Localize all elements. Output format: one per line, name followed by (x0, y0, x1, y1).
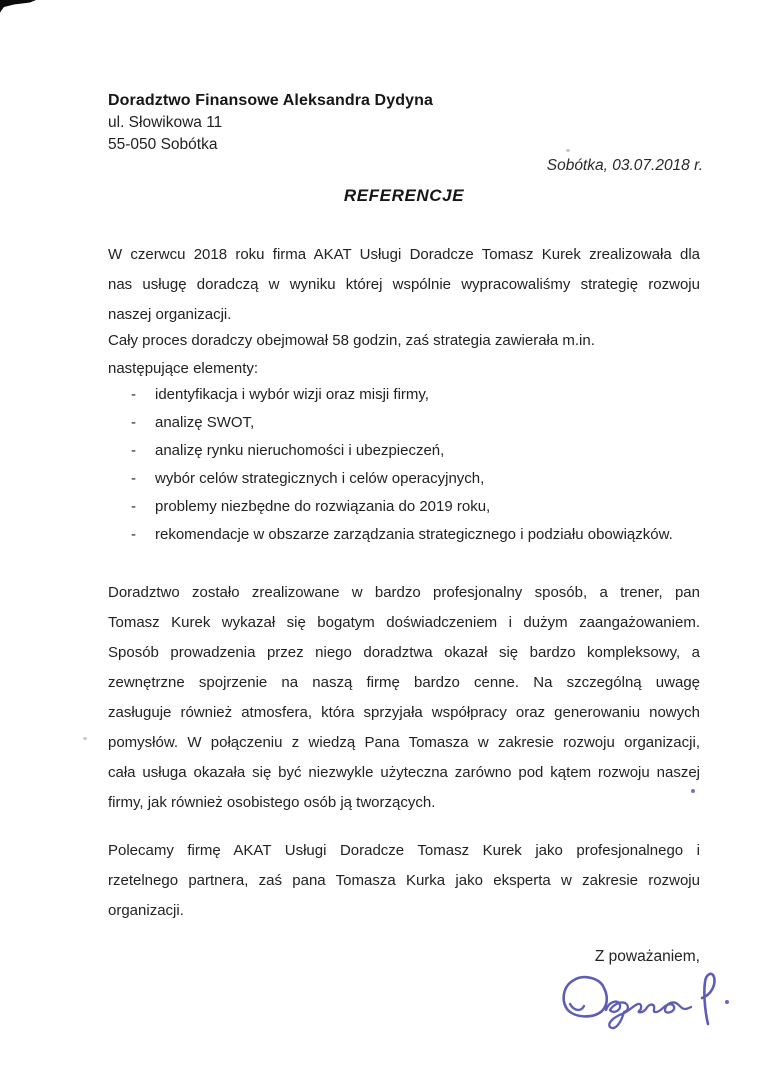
scan-speck (566, 149, 570, 152)
text-line: zewnętrzne spojrzenie na naszą firmę bardzo cenne. Na szczególną uwagę (108, 674, 700, 691)
text-line: zasługuje również atmosfera, która sprzyjała współpracy oraz generowaniu nowych (108, 704, 700, 721)
list-item (108, 521, 700, 549)
text-line: Sposób prowadzenia przez niego doradztwa okazał się bardzo kompleksowy, a (108, 644, 700, 661)
text-line: organizacji. (108, 902, 184, 919)
bullet-text: identyfikacja i wybór wizji oraz misji firmy, (155, 386, 429, 403)
text-line: rzetelnego partnera, zaś pana Tomasza Kurka jako eksperta w zakresie rozwoju (108, 872, 700, 889)
text-line: nas usługę doradczą w wyniku której wspólnie wypracowaliśmy strategię rozwoju (108, 276, 700, 293)
scan-speck (83, 737, 87, 740)
address-city: 55-050 Sobótka (108, 136, 218, 153)
bullet-text: wybór celów strategicznych i celów operacyjnych, (155, 470, 485, 487)
dateline: Sobótka, 03.07.2018 r. (546, 157, 703, 174)
list-item (108, 493, 700, 521)
scan-corner-artifact (0, 0, 70, 30)
valediction: Z poważaniem, (594, 948, 700, 965)
text-line: firmy, jak również osobistego osób ją tworzących. (108, 794, 436, 811)
strategy-elements-list (108, 381, 700, 549)
text-line: W czerwcu 2018 roku firma AKAT Usługi Doradcze Tomasz Kurek zrealizowała dla (108, 246, 700, 263)
text-line: Doradztwo zostało zrealizowane w bardzo profesjonalny sposób, a trener, pan (108, 584, 700, 601)
bullet-text: rekomendacje w obszarze zarządzania strategicznego i podziału obowiązków. (155, 526, 673, 543)
paragraph-list-intro (108, 327, 700, 383)
document-title: REFERENCJE (343, 186, 465, 205)
text-line: następujące elementy: (108, 360, 259, 377)
bullet-text: analizę SWOT, (155, 414, 255, 431)
bullet-dash: - (131, 386, 136, 403)
text-line: pomysłów. W połączeniu z wiedzą Pana Tomasza w zakresie rozwoju organizacji, (108, 734, 700, 751)
bullet-dash: - (131, 526, 136, 543)
paragraph-evaluation (108, 578, 700, 818)
pen-dot (725, 1000, 729, 1004)
address-street: ul. Słowikowa 11 (108, 114, 223, 131)
bullet-dash: - (131, 442, 136, 459)
bullet-dash: - (131, 470, 136, 487)
letterhead (108, 90, 433, 156)
list-item (108, 437, 700, 465)
text-line: Cały proces doradczy obejmował 58 godzin, zaś strategia zawierała m.in. (108, 332, 595, 349)
handwritten-signature (550, 966, 750, 1044)
bullet-dash: - (131, 498, 136, 515)
company-name: Doradztwo Finansowe Aleksandra Dydyna (108, 92, 433, 109)
text-line: Polecamy firmę AKAT Usługi Doradcze Tomasz Kurek jako profesjonalnego i (108, 842, 700, 859)
paragraph-intro (108, 240, 700, 330)
paragraph-recommendation (108, 836, 700, 926)
bullet-dash: - (131, 414, 136, 431)
bullet-text: analizę rynku nieruchomości i ubezpieczeń, (155, 442, 445, 459)
text-line: naszej organizacji. (108, 306, 232, 323)
ink-speck (691, 789, 695, 793)
text-line: cała usługa okazała się być niezwykle użyteczna zarówno pod kątem rozwoju naszej (108, 764, 700, 781)
list-item (108, 409, 700, 437)
list-item (108, 465, 700, 493)
bullet-text: problemy niezbędne do rozwiązania do 2019 roku, (155, 498, 491, 515)
list-item (108, 381, 700, 409)
text-line: Tomasz Kurek wykazał się bogatym doświadczeniem i dużym zaangażowaniem. (108, 614, 700, 631)
